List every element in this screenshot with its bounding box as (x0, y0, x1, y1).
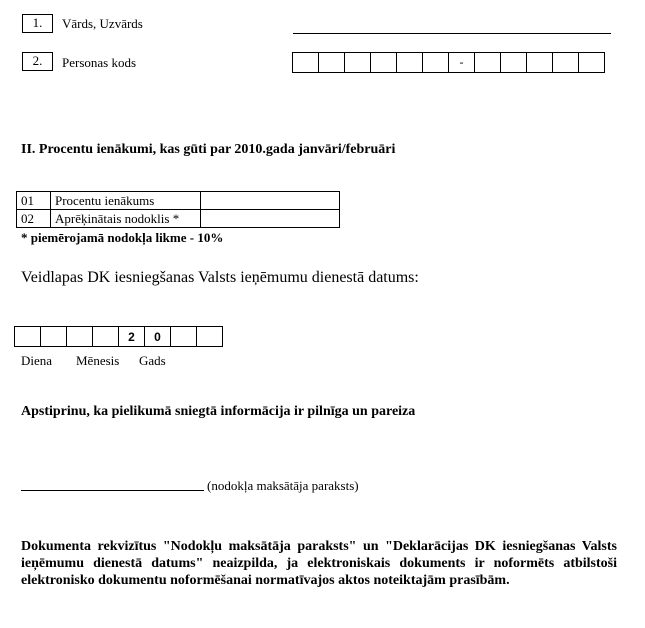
signature-field[interactable] (21, 490, 204, 491)
date-cell[interactable] (171, 327, 197, 346)
code-cell[interactable] (371, 53, 397, 72)
row-code: 01 (17, 192, 51, 210)
submission-date-text: Veidlapas DK iesniegšanas Valsts ieņēmumu dienestā datums: (21, 269, 419, 286)
code-cell[interactable] (319, 53, 345, 72)
code-cell[interactable] (475, 53, 501, 72)
footer-note: Dokumenta rekvizītus "Nodokļu maksātāja paraksts" un "Deklarācijas DK iesniegšanas Valsts ieņēmumu dienestā datums" neaizpilda, ja elektroniskais dokuments ir noformēts atbilstoši elektronisko dokumentu noformēšanai normatīvajos aktos noteiktajām prasībām. (21, 539, 617, 588)
table-row (17, 192, 340, 210)
row-value[interactable] (201, 192, 340, 210)
code-cell[interactable] (527, 53, 553, 72)
date-cell[interactable]: 0 (145, 327, 171, 346)
date-cell[interactable] (197, 327, 223, 346)
row-value[interactable] (201, 210, 340, 228)
tax-rate-note: * piemērojamā nodokļa likme - 10% (21, 230, 224, 245)
personal-code-field[interactable] (292, 52, 605, 73)
table-row (17, 210, 340, 228)
day-label: Diena (21, 353, 53, 368)
code-cell[interactable] (397, 53, 423, 72)
row-label: Aprēķinātais nodoklis * (51, 210, 201, 228)
name-field[interactable] (293, 33, 611, 34)
confirmation-text: Apstiprinu, ka pielikumā sniegtā informācija ir pilnīga un pareiza (21, 404, 416, 419)
code-cell[interactable] (293, 53, 319, 72)
date-cell[interactable]: 2 (119, 327, 145, 346)
date-cell[interactable] (41, 327, 67, 346)
year-label: Gads (139, 353, 166, 368)
row-code: 02 (17, 210, 51, 228)
section-title: II. Procentu ienākumi, kas gūti par 2010.gada janvāri/februāri (21, 142, 396, 157)
signature-label: (nodokļa maksātāja paraksts) (207, 478, 359, 493)
date-cell[interactable] (15, 327, 41, 346)
code-separator: - (449, 53, 475, 72)
code-cell[interactable] (501, 53, 527, 72)
income-table (16, 191, 340, 228)
field-number-1: 1. (22, 14, 53, 33)
name-label: Vārds, Uzvārds (62, 16, 143, 31)
code-cell[interactable] (423, 53, 449, 72)
code-cell[interactable] (579, 53, 605, 72)
date-cell[interactable] (67, 327, 93, 346)
personal-code-label: Personas kods (62, 55, 137, 70)
date-cell[interactable] (93, 327, 119, 346)
code-cell[interactable] (553, 53, 579, 72)
submission-date-field[interactable] (14, 326, 223, 347)
code-cell[interactable] (345, 53, 371, 72)
row-label: Procentu ienākums (51, 192, 201, 210)
field-number-2: 2. (22, 52, 53, 71)
month-label: Mēnesis (76, 353, 120, 368)
